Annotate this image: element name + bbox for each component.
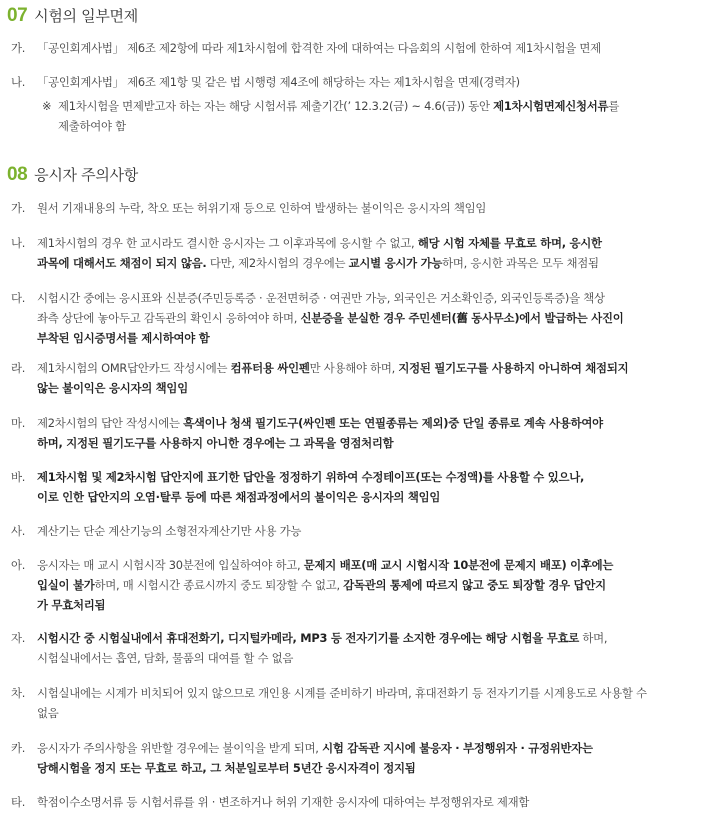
text-line <box>37 575 701 595</box>
emphasis-text: 가 무효처리됨 <box>37 598 106 612</box>
list-item <box>11 38 701 58</box>
body-text: 제1차시험의 경우 한 교시라도 결시한 응시자는 그 이후과목에 응시할 수 없고, <box>37 236 418 250</box>
item-marker: 차. <box>11 686 26 700</box>
text-line <box>37 487 701 507</box>
emphasis-text: 과목에 대해서도 채점이 되지 않음. <box>37 256 207 270</box>
body-text: 학점이수소명서류 등 시험서류를 위 · 변조하거나 허위 기재한 응시자에 대하여는 부정행위자로 제재함 <box>37 795 530 809</box>
body-text: 응시자는 매 교시 시험시작 30분전에 입실하여야 하고, <box>37 558 304 572</box>
body-text: 제출하여야 함 <box>58 119 126 133</box>
item-marker: 라. <box>11 361 26 375</box>
text-line <box>37 233 701 253</box>
item-text <box>37 38 701 58</box>
text-line <box>37 288 701 308</box>
emphasis-text: 입실이 불가 <box>37 578 95 592</box>
text-line <box>37 38 701 58</box>
emphasis-text: 부착된 임시증명서를 제시하여야 함 <box>37 331 210 345</box>
emphasis-text: 지정된 필기도구를 사용하지 아니하여 채점되지 <box>398 361 629 375</box>
section-number: 07 <box>7 5 28 26</box>
emphasis-text: 제1차시험 및 제2차시험 답안지에 표기한 답안을 정정하기 위하여 수정테이프(또는 수정액)를 사용할 수 있으나, <box>37 470 585 484</box>
text-line <box>37 253 701 273</box>
list-item <box>11 555 701 615</box>
body-text: 「공인회계사법」 제6조 제2항에 따라 제1차시험에 합격한 자에 대하여는 다음회의 시험에 한하여 제1차시험을 면제 <box>37 41 601 55</box>
body-text: 시험실내에는 시계가 비치되어 있지 않으므로 개인용 시계를 준비하기 바라며, 휴대전화기 등 전자기기를 시계용도로 사용할 수 <box>37 686 647 700</box>
note-item <box>42 96 702 136</box>
body-text: 응시자가 주의사항을 위반할 경우에는 불이익을 받게 되며, <box>37 741 323 755</box>
item-marker: 카. <box>11 741 26 755</box>
body-text: 를 <box>608 99 620 113</box>
section-08-heading <box>7 164 138 188</box>
text-line <box>37 683 701 703</box>
item-text <box>37 792 701 812</box>
body-text: 하며, 매 시험시간 종료시까지 중도 퇴장할 수 없고, <box>94 578 344 592</box>
item-text <box>37 467 701 507</box>
text-line <box>58 116 702 136</box>
item-text <box>37 72 701 92</box>
text-line <box>37 467 701 487</box>
list-item <box>11 72 701 92</box>
text-line <box>37 72 701 92</box>
item-text <box>37 198 701 218</box>
list-item <box>11 628 701 668</box>
item-text <box>37 413 701 453</box>
text-line <box>37 758 701 778</box>
emphasis-text: 제1차시험면제신청서류 <box>493 99 609 113</box>
text-line <box>37 628 701 648</box>
item-text <box>37 521 701 541</box>
text-line <box>37 378 701 398</box>
body-text: 하며, <box>579 631 608 645</box>
body-text: 원서 기재내용의 누락, 착오 또는 허위기재 등으로 인하여 발생하는 불이익은 응시자의 책임임 <box>37 201 487 215</box>
item-marker: 가. <box>11 41 26 55</box>
text-line <box>37 595 701 615</box>
item-text <box>37 288 701 348</box>
emphasis-text: 감독관의 통제에 따르지 않고 중도 퇴장할 경우 답안지 <box>343 578 606 592</box>
section-title: 시험의 일부면제 <box>34 7 138 25</box>
item-text <box>37 628 701 668</box>
list-item <box>11 738 701 778</box>
item-marker: 아. <box>11 558 26 572</box>
section-title: 응시자 주의사항 <box>34 166 138 184</box>
item-text <box>37 683 701 723</box>
item-marker: 타. <box>11 795 26 809</box>
list-item <box>11 413 701 453</box>
item-marker: 다. <box>11 291 26 305</box>
body-text: 좌측 상단에 놓아두고 감독관의 확인시 응하여야 하며, <box>37 311 301 325</box>
body-text: 계산기는 단순 계산기능의 소형전자계산기만 사용 가능 <box>37 524 302 538</box>
emphasis-text: 교시별 응시가 가능 <box>348 256 443 270</box>
body-text: 제2차시험의 답안 작성시에는 <box>37 416 184 430</box>
body-text: 없음 <box>37 706 59 720</box>
emphasis-text: 시험 감독관 지시에 불응자 · 부정행위자 · 규정위반자는 <box>322 741 593 755</box>
emphasis-text: 않는 불이익은 응시자의 책임임 <box>37 381 188 395</box>
item-text <box>37 233 701 273</box>
list-item <box>11 521 701 541</box>
emphasis-text: 신분증을 분실한 경우 주민센터(舊 동사무소)에서 발급하는 사진이 <box>300 311 624 325</box>
text-line <box>37 792 701 812</box>
list-item <box>11 358 701 398</box>
list-item <box>11 198 701 218</box>
item-text <box>37 358 701 398</box>
item-marker: 사. <box>11 524 26 538</box>
text-line <box>37 521 701 541</box>
item-marker: ※ <box>42 99 52 113</box>
item-text <box>58 96 702 136</box>
emphasis-text: 하며, 지정된 필기도구를 사용하지 아니한 경우에는 그 과목을 영점처리함 <box>37 436 394 450</box>
item-marker: 바. <box>11 470 26 484</box>
text-line <box>37 308 701 328</box>
emphasis-text: 흑색이나 청색 필기도구(싸인펜 또는 연필종류는 제외)중 단일 종류로 계속 사용하여야 <box>183 416 603 430</box>
text-line <box>37 648 701 668</box>
body-text: 시험실내에서는 흡연, 담화, 물품의 대여를 할 수 없음 <box>37 651 294 665</box>
section-07-heading <box>7 5 138 29</box>
body-text: 만 사용해야 하며, <box>309 361 399 375</box>
list-item <box>11 233 701 273</box>
text-line <box>37 328 701 348</box>
item-marker: 자. <box>11 631 26 645</box>
text-line <box>37 738 701 758</box>
text-line <box>37 555 701 575</box>
text-line <box>37 433 701 453</box>
text-line <box>37 198 701 218</box>
text-line <box>37 413 701 433</box>
body-text: 「공인회계사법」 제6조 제1항 및 같은 법 시행령 제4조에 해당하는 자는 제1차시험을 면제(경력자) <box>37 75 520 89</box>
item-marker: 나. <box>11 75 26 89</box>
body-text: 시험시간 중에는 응시표와 신분증(주민등록증 · 운전면허증 · 여권만 가능, 외국인은 거소확인증, 외국인등록증)을 책상 <box>37 291 605 305</box>
section-number: 08 <box>7 164 28 185</box>
list-item <box>11 683 701 723</box>
list-item <box>11 792 701 812</box>
body-text: 제1차시험을 면제받고자 하는 자는 해당 시험서류 제출기간(’ 12.3.2(금) ~ 4.6(금)) 동안 <box>58 99 494 113</box>
list-item <box>11 288 701 348</box>
emphasis-text: 당해시험을 정지 또는 무효로 하고, 그 처분일로부터 5년간 응시자격이 정지됨 <box>37 761 416 775</box>
body-text: 제1차시험의 OMR답안카드 작성시에는 <box>37 361 231 375</box>
emphasis-text: 이로 인한 답안지의 오염·탈루 등에 따른 채점과정에서의 불이익은 응시자의 책임임 <box>37 490 441 504</box>
item-text <box>37 738 701 778</box>
text-line <box>58 96 702 116</box>
emphasis-text: 시험시간 중 시험실내에서 휴대전화기, 디지털카메라, MP3 등 전자기기를 소지한 경우에는 해당 시험을 무효로 <box>37 631 579 645</box>
text-line <box>37 358 701 378</box>
emphasis-text: 컴퓨터용 싸인펜 <box>230 361 310 375</box>
emphasis-text: 문제지 배포(매 교시 시험시작 10분전에 문제지 배포) 이후에는 <box>303 558 614 572</box>
item-marker: 마. <box>11 416 26 430</box>
list-item <box>11 467 701 507</box>
body-text: 다만, 제2차시험의 경우에는 <box>206 256 349 270</box>
item-marker: 가. <box>11 201 26 215</box>
emphasis-text: 해당 시험 자체를 무효로 하며, 응시한 <box>417 236 602 250</box>
item-text <box>37 555 701 615</box>
body-text: 하며, 응시한 과목은 모두 채점됨 <box>442 256 599 270</box>
text-line <box>37 703 701 723</box>
item-marker: 나. <box>11 236 26 250</box>
